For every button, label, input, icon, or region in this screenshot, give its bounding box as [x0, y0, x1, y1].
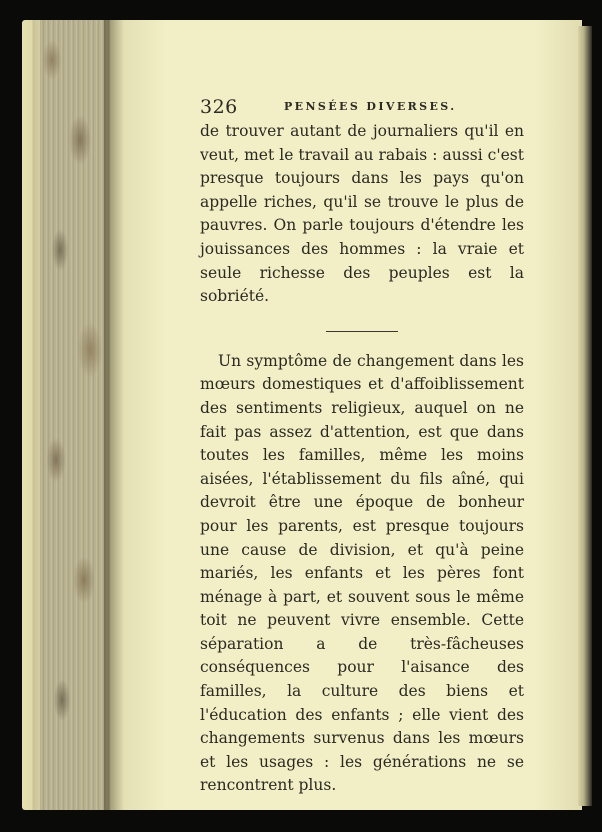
marbled-edge	[40, 20, 114, 810]
body-text	[200, 120, 524, 798]
paragraph-main: Un symptôme de changement dans les mœurs domestiques et d'affoiblissement des sentiments religieux, auquel on ne fait pas assez d'attention, est que dans toutes les familles, même les moins aisées, l'établissement du fils aîné, qui devroit être une époque de bonheur pour les parents, est presque toujours une cause de division, et qu'à peine mariés, les enfants et les pères font ménage à part, et souvent sous le même toit ne peuvent vivre ensemble. Cette séparation a de très-fâcheuses conséquences pour l'aisance des familles, la culture des biens et l'éducation des enfants ; elle vient des changements survenus dans les mœurs et les usages : les générations ne se rencontrent plus.	[200, 351, 524, 795]
paragraph-continuation: de trouver autant de journaliers qu'il en veut, met le travail au rabais : aussi c'est presque toujours dans les pays qu'on appelle riches, qu'il se trouve le plus de pauvres. On parle toujours d'étendre les jouissances des hommes : la vraie et seule richesse des peuples est la sobriété.	[200, 122, 524, 306]
right-page-edge	[578, 26, 592, 806]
page-number: 326	[200, 96, 238, 118]
gutter-shadow	[104, 20, 124, 810]
page-header	[200, 96, 530, 118]
running-head: PENSÉES DIVERSES.	[284, 100, 457, 113]
section-divider	[326, 331, 398, 332]
